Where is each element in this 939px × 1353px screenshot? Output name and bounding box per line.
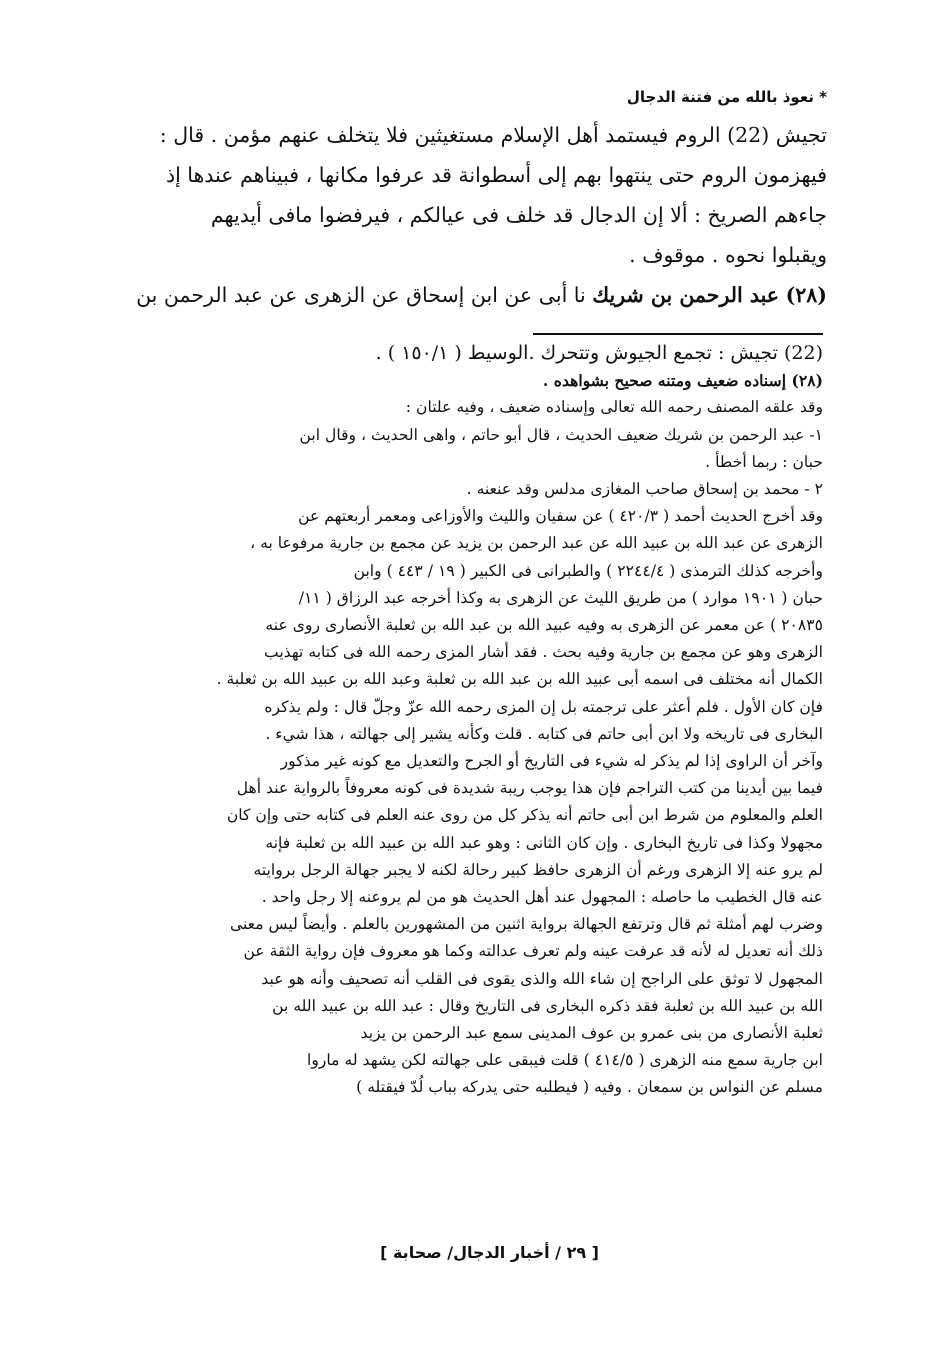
footnote-line: المجهول لا توثق على الراجح إن شاء الله والذى يقوى فى القلب أنه تصحيف وأنه هو عبد bbox=[261, 969, 823, 988]
footnote-line: ١- عبد الرحمن بن شريك ضعيف الحديث ، قال أبو حاتم ، واهى الحديث ، وقال ابن bbox=[299, 425, 823, 444]
main-line: جاءهم الصريخ : ألا إن الدجال قد خلف فى عيالكم ، فيرفضوا مافى أيديهم bbox=[210, 203, 827, 227]
footnote-line: البخارى فى تاريخه ولا ابن أبى حاتم فى كتابه . قلت وكأنه يشير إلى جهالته ، هذا شيء . bbox=[265, 724, 823, 743]
footnote-line: حبان ( ١٩٠١ موارد ) من طريق الليث عن الزهرى به وكذا أخرجه عبد الرزاق ( ١١/ bbox=[298, 588, 823, 607]
footnote-line: وآخر أن الراوى إذا لم يذكر له شيء فى التاريخ أو الجرح والتعديل مع كونه غير مذكور bbox=[280, 752, 823, 771]
footnote-line: وقد علقه المصنف رحمه الله تعالى وإسناده ضعيف ، وفيه علتان : bbox=[405, 398, 823, 417]
footnote-line: الزهرى وهو عن مجمع بن جارية وفيه بحث . فقد أشار المزى رحمه الله فى كتابه تهذيب bbox=[264, 643, 823, 662]
footnote-line: الكمال أنه مختلف فى اسمه أبى عبيد الله بن عبد الله بن ثعلبة وعبد الله بن عبيد الله بن ثعلبة . bbox=[216, 670, 823, 689]
footnote-line: ثعلبة الأنصارى من بنى عمرو بن عوف المدينى سمع عبد الرحمن بن يزيد bbox=[360, 1024, 823, 1043]
running-header: * نعوذ بالله من فتنة الدجال bbox=[626, 88, 827, 106]
footnote-line: مسلم عن النواس بن سمعان . وفيه ( فيطلبه حتى يدركه بباب لُدّ فيقتله ) bbox=[356, 1078, 823, 1097]
footnote-line: فيما بين أيدينا من كتب التراجم فإن هذا يوجب ريبة شديدة فى كونه معروفاً بالرواية عند أهل bbox=[236, 779, 823, 798]
main-line: تجيش (22) الروم فيستمد أهل الإسلام مستغيثين فلا يتخلف عنهم مؤمن . قال : bbox=[159, 123, 827, 147]
footnote-line: ٢ - محمد بن إسحاق صاحب المغازى مدلس وقد عنعنه . bbox=[466, 480, 823, 499]
hadith-text: نا أبى عن ابن إسحاق عن الزهرى عن عبد الرحمن بن bbox=[136, 283, 586, 307]
footnote-line: ذلك أنه تعديل له لأنه قد عرفت عينه ولم تعرف عدالته وكما هو معروف فإن رواية الثقة عن bbox=[243, 942, 823, 961]
main-text bbox=[117, 115, 827, 315]
hadith-number: (٢٨) bbox=[785, 283, 827, 307]
hadith-28-line bbox=[117, 275, 827, 315]
footnote-line: فإن كان الأول . فلم أعثر على ترجمته بل إن المزى رحمه الله عزّ وجلّ قال : ولم يذكره bbox=[264, 697, 823, 716]
main-line: فيهزمون الروم حتى ينتهوا بهم إلى أسطوانة قد عرفوا مكانها ، فبيناهم عندها إذ bbox=[165, 163, 827, 187]
footnote-line: حبان : ربما أخطأ . bbox=[705, 452, 823, 471]
footnote-line: مجهولا وكذا فى تاريخ البخارى . وإن كان الثانى : وهو عبد الله بن عبيد الله بن ثعلبة فإنه bbox=[265, 833, 823, 852]
footnote-line: وضرب لهم أمثلة ثم قال وترتفع الجهالة برواية اثنين من المشهورين بالعلم . وأيضاً ليس معنى bbox=[229, 915, 823, 934]
page-footer: [ ٢٩ / أخبار الدجال/ صحابة ] bbox=[380, 1243, 599, 1262]
main-line: ويقبلوا نحوه . موقوف . bbox=[629, 243, 827, 267]
footnote-line: العلم والمعلوم من شرط ابن أبى حاتم أنه يذكر كل من روى عنه العلم فى كتابه حتى وإن كان bbox=[226, 806, 823, 825]
footnote-line: الله بن عبيد الله بن ثعلبة فقد ذكره البخارى فى التاريخ وقال : عبد الله بن عبيد الله بن bbox=[272, 996, 823, 1015]
footnote-line: وقد أخرج الحديث أحمد ( ٤٢٠/٣ ) عن سفيان والليث والأوزاعى ومعمر أربعتهم عن bbox=[298, 507, 823, 526]
footnote-line: وأخرجه كذلك الترمذى ( ٢٢٤٤/٤ ) والطبرانى فى الكبير ( ١٩ / ٤٤٣ ) وابن bbox=[353, 561, 823, 580]
footnote-28-heading: (٢٨) إسناده ضعيف ومتنه صحيح بشواهده . bbox=[542, 371, 823, 391]
footnote-line: ابن جارية سمع منه الزهرى ( ٤١٤/٥ ) قلت فيبقى على جهالته لكن يشهد له ماروا bbox=[307, 1051, 823, 1070]
hadith-narrator: عبد الرحمن بن شريك bbox=[592, 283, 780, 307]
footnote-line: عنه قال الخطيب ما حاصله : المجهول عند أهل الحديث هو من لم يروعنه إلا رجل واحد . bbox=[261, 888, 823, 907]
footnote-line: ٢٠٨٣٥ ) عن معمر عن الزهرى به وفيه عبيد الله بن عبد الله بن ثعلبة الأنصارى روى عنه bbox=[265, 616, 823, 635]
footnote-separator bbox=[533, 333, 823, 335]
footnotes bbox=[113, 340, 823, 1102]
footnote-line: الزهرى عن عبد الله بن عبيد الله عن عبد الرحمن بن يزيد عن مجمع بن جارية مرفوعا به ، bbox=[250, 534, 823, 553]
footnote-line: لم يرو عنه إلا الزهرى ورغم أن الزهرى حافظ كبير رحالة لكنه لا يجبر جهالة الرجل بروايته bbox=[253, 860, 823, 879]
footnote-22: (22) تجيش : تجمع الجيوش وتتحرك .الوسيط ( ١٥٠/١ ) . bbox=[375, 342, 823, 364]
